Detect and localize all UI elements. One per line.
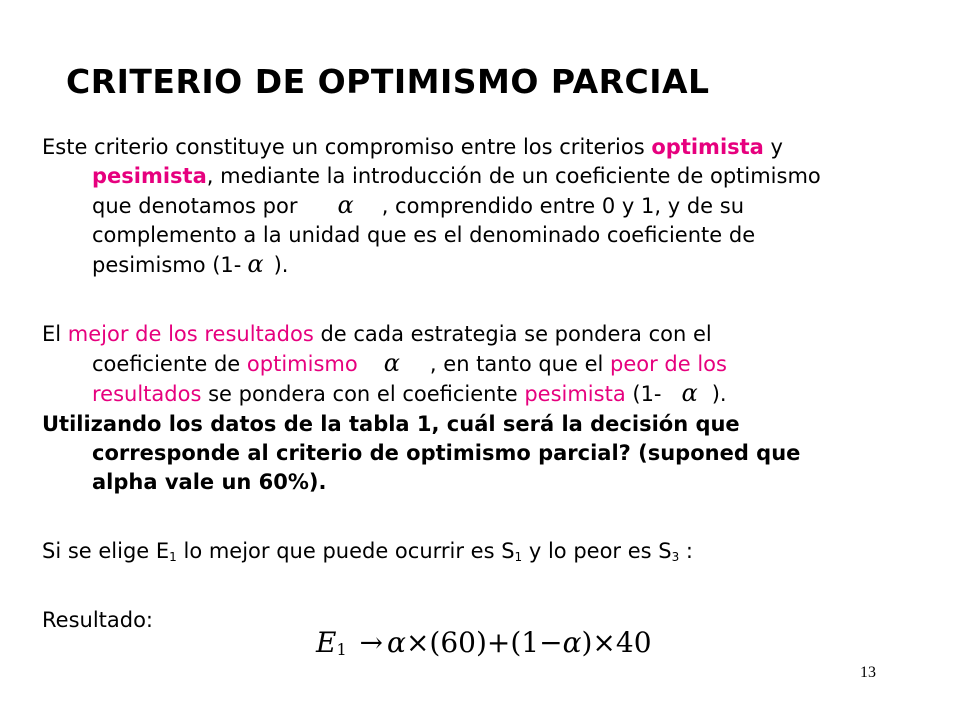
line: que denotamos por α , comprendido entre 0 y 1, y de su: [92, 191, 745, 219]
alpha-symbol: α: [247, 250, 264, 278]
alpha-symbol: α: [681, 379, 698, 407]
line: pesimista, mediante la introducción de un coeficiente de optimismo: [92, 164, 821, 188]
line: corresponde al criterio de optimismo parcial? (suponed que: [92, 441, 801, 465]
result-label: Resultado:: [42, 608, 154, 632]
weighting-paragraph: [42, 320, 922, 409]
line: pesimismo (1- α ).: [92, 250, 289, 278]
alpha-symbol: α: [383, 349, 400, 377]
line: Si se elige $E_1$ lo mejor que puede ocurrir es $S_1$ y lo peor es $S_3$ :: [42, 539, 694, 564]
line: Este criterio constituye un compromiso entre los criterios optimista y: [42, 135, 783, 159]
question-paragraph: [42, 410, 922, 497]
line: El mejor de los resultados de cada estrategia se pondera con el: [42, 322, 712, 346]
alpha-symbol: α: [337, 191, 354, 219]
slide-title: CRITERIO DE OPTIMISMO PARCIAL: [66, 62, 710, 101]
line: resultados se pondera con el coeficiente pesimista (1- α ).: [92, 379, 727, 407]
page-number: 13: [860, 664, 876, 681]
choice-sentence: [42, 537, 922, 572]
definition-paragraph: [42, 133, 922, 280]
line: coeficiente de optimismo α , en tanto que el peor de los: [92, 349, 727, 377]
line: complemento a la unidad que es el denominado coeficiente de: [92, 223, 756, 247]
result-formula: $E_1 \to \alpha\times(60)+(1-\alpha)\times 40$: [316, 626, 652, 659]
line: Utilizando los datos de la tabla 1, cuál será la decisión que: [42, 412, 740, 436]
line: alpha vale un 60%).: [92, 470, 327, 494]
